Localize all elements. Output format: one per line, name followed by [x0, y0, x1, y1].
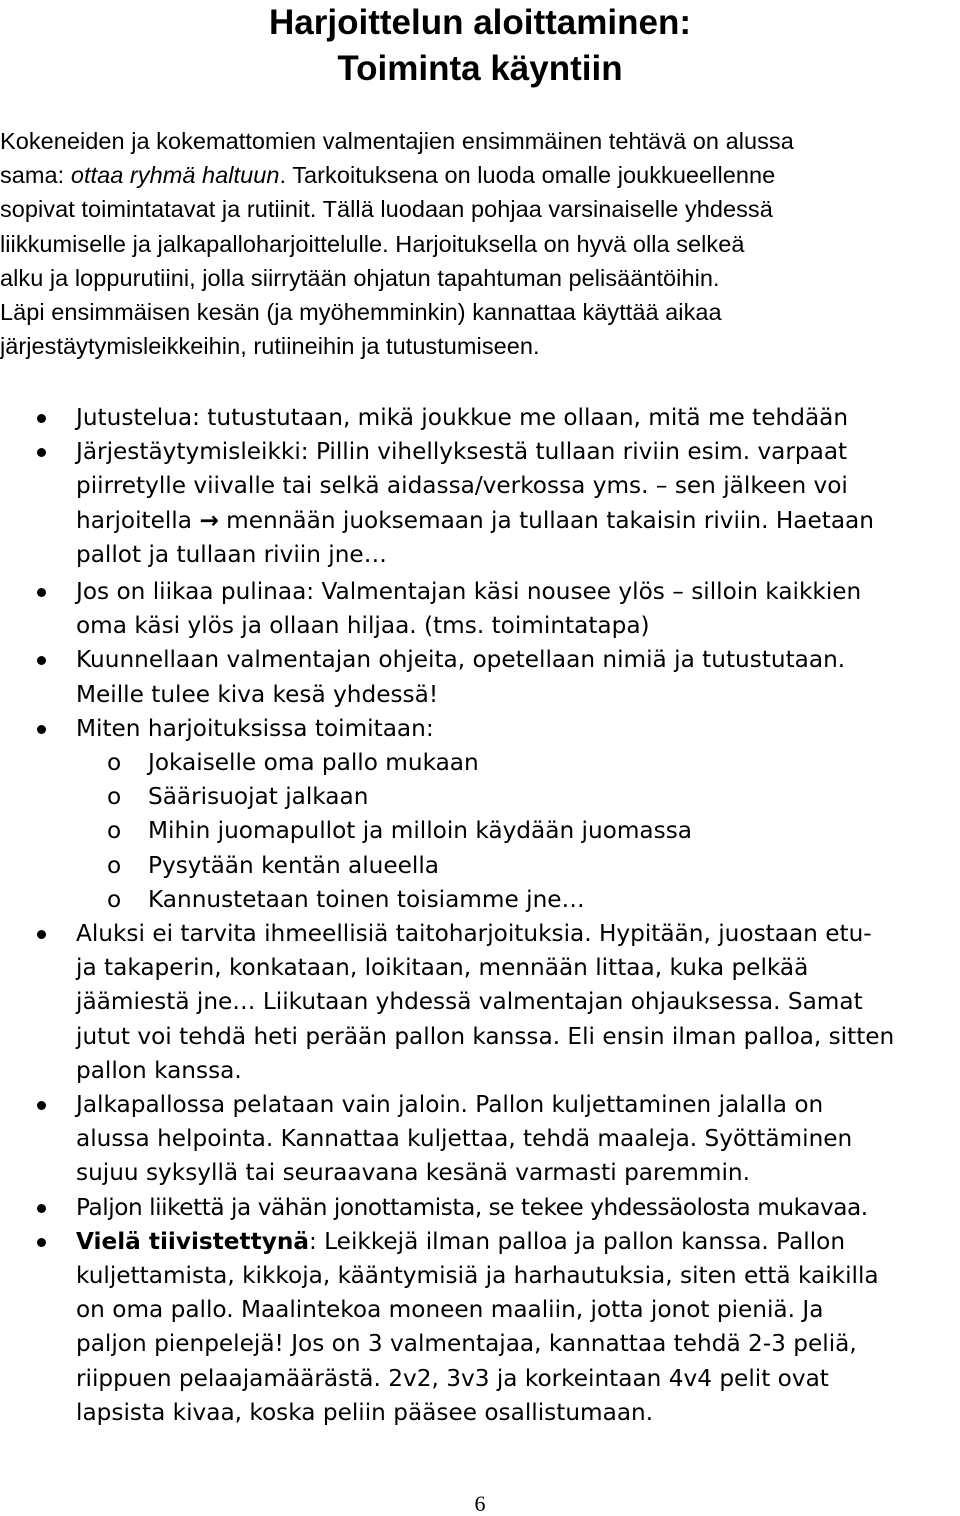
bullet-item	[0, 435, 960, 572]
bullet-dot-icon	[37, 725, 46, 734]
intro-line: järjestäytymisleikkeihin, rutiineihin ja tutustumiseen.	[0, 333, 540, 360]
bullet-line: sujuu syksyllä tai seuraavana kesänä varmasti paremmin.	[76, 1159, 750, 1187]
sub-list-item	[76, 849, 960, 883]
bullet-line: Meille tulee kiva kesä yhdessä!	[76, 680, 439, 708]
sub-list-item	[76, 746, 960, 780]
bullet-line: Järjestäytymisleikki: Pillin vihellyksestä tullaan riviin esim. varpaat	[76, 438, 848, 466]
sub-bullet-icon: o	[107, 885, 122, 913]
bullet-line: kuljettamista, kikkoja, kääntymisiä ja harhautuksia, siten että kaikilla	[76, 1262, 879, 1290]
sub-list	[76, 746, 960, 917]
page-title	[0, 0, 960, 92]
sub-item-text: Jokaiselle oma pallo mukaan	[148, 749, 479, 777]
bullet-item	[0, 401, 960, 435]
intro-paragraph	[0, 124, 960, 363]
bullet-text: mennään juoksemaan ja tullaan takaisin riviin. Haetaan	[218, 506, 874, 534]
bullet-item	[0, 917, 960, 1088]
bullet-item	[0, 1191, 960, 1225]
bullet-line: Jalkapallossa pelataan vain jaloin. Pallon kuljettaminen jalalla on	[76, 1091, 824, 1119]
bullet-line: Paljon liikettä ja vähän jonottamista, se tekee yhdessäolosta mukavaa.	[76, 1193, 868, 1221]
sub-item-text: Mihin juomapullot ja milloin käydään juomassa	[148, 817, 693, 845]
bullet-line: jutut voi tehdä heti perään pallon kanssa. Eli ensin ilman palloa, sitten	[76, 1022, 895, 1050]
bullet-line: pallon kanssa.	[76, 1056, 242, 1084]
bullet-emphasis: Vielä tiivistettynä	[76, 1227, 309, 1255]
sub-item-text: Pysytään kentän alueella	[148, 851, 439, 879]
bullet-item	[0, 1088, 960, 1191]
sub-item-text: Kannustetaan toinen toisiamme jne…	[148, 885, 585, 913]
bullet-line: Aluksi ei tarvita ihmeellisiä taitoharjoituksia. Hypitään, juostaan etu-	[76, 920, 872, 948]
bullet-line: paljon pienpelejä! Jos on 3 valmentajaa, kannattaa tehdä 2-3 peliä,	[76, 1330, 857, 1358]
bullet-dot-icon	[37, 588, 46, 597]
bullet-line: pallot ja tullaan riviin jne…	[76, 540, 387, 568]
sub-bullet-icon: o	[107, 783, 122, 811]
intro-line: Kokeneiden ja kokemattomien valmentajien ensimmäinen tehtävä on alussa	[0, 128, 794, 154]
bullet-line	[76, 504, 960, 538]
bullet-line: jäämiestä jne… Liikutaan yhdessä valmentajan ohjauksessa. Samat	[76, 988, 863, 1016]
bullet-line: Miten harjoituksissa toimitaan:	[76, 714, 434, 742]
bullet-text: harjoitella	[76, 506, 200, 534]
bullet-dot-icon	[37, 656, 46, 665]
bullet-text: : Leikkejä ilman palloa ja pallon kanssa. Pallon	[308, 1227, 846, 1255]
bullet-line: riippuen pelaajamäärästä. 2v2, 3v3 ja korkeintaan 4v4 pelit ovat	[76, 1364, 829, 1392]
bullet-list	[0, 401, 960, 1430]
bullet-dot-icon	[37, 414, 46, 423]
intro-line: alku ja loppurutiini, jolla siirrytään ohjatun tapahtuman pelisääntöihin.	[0, 264, 720, 291]
sub-bullet-icon: o	[107, 817, 122, 845]
bullet-line: Jutustelua: tutustutaan, mikä joukkue me ollaan, mitä me tehdään	[76, 404, 849, 431]
intro-line: liikkumiselle ja jalkapalloharjoittelulle. Harjoituksella on hyvä olla selkeä	[0, 230, 745, 257]
bullet-item	[0, 575, 960, 643]
bullet-dot-icon	[37, 1101, 46, 1110]
sub-list-item	[76, 780, 960, 814]
intro-line: Läpi ensimmäisen kesän (ja myöhemminkin) kannattaa käyttää aikaa	[0, 299, 722, 326]
sub-item-text: Säärisuojat jalkaan	[148, 783, 369, 811]
intro-text: . Tarkoituksena on luoda omalle joukkueellenne	[279, 162, 776, 189]
intro-line	[0, 158, 960, 192]
arrow-right-icon: →	[199, 506, 219, 534]
bullet-line: alussa helpointa. Kannattaa kuljettaa, tehdä maaleja. Syöttäminen	[76, 1125, 853, 1153]
bullet-dot-icon	[37, 1238, 46, 1247]
bullet-item	[0, 1225, 960, 1430]
sub-bullet-icon: o	[107, 851, 122, 879]
bullet-dot-icon	[37, 448, 46, 457]
bullet-dot-icon	[37, 930, 46, 939]
sub-list-item	[76, 814, 960, 848]
sub-bullet-icon: o	[107, 749, 122, 777]
intro-text: sama:	[0, 162, 71, 189]
bullet-line: oma käsi ylös ja ollaan hiljaa. (tms. toimintatapa)	[76, 612, 650, 640]
intro-line: sopivat toimintatavat ja rutiinit. Tällä luodaan pohjaa varsinaiselle yhdessä	[0, 196, 773, 223]
bullet-line: piirretylle viivalle tai selkä aidassa/verkossa yms. – sen jälkeen voi	[76, 472, 848, 500]
bullet-item	[0, 643, 960, 711]
page-number: 6	[474, 1491, 486, 1516]
bullet-dot-icon	[37, 1204, 46, 1213]
bullet-line: Jos on liikaa pulinaa: Valmentajan käsi nousee ylös – silloin kaikkien	[76, 578, 862, 606]
sub-list-item	[76, 883, 960, 917]
bullet-line: Kuunnellaan valmentajan ohjeita, opetellaan nimiä ja tutustutaan.	[76, 646, 846, 674]
bullet-line: on oma pallo. Maalintekoa moneen maaliin, jotta jonot pieniä. Ja	[76, 1296, 824, 1324]
intro-emphasis: ottaa ryhmä haltuun	[70, 162, 280, 189]
bullet-line	[76, 1225, 960, 1259]
bullet-item	[0, 712, 960, 917]
bullet-line: lapsista kivaa, koska peliin pääsee osallistumaan.	[76, 1398, 654, 1426]
title-line-2: Toiminta käyntiin	[337, 49, 623, 88]
title-line-1: Harjoittelun aloittaminen:	[269, 3, 691, 42]
bullet-line: ja takaperin, konkataan, loikitaan, mennään littaa, kuka pelkää	[76, 954, 809, 982]
